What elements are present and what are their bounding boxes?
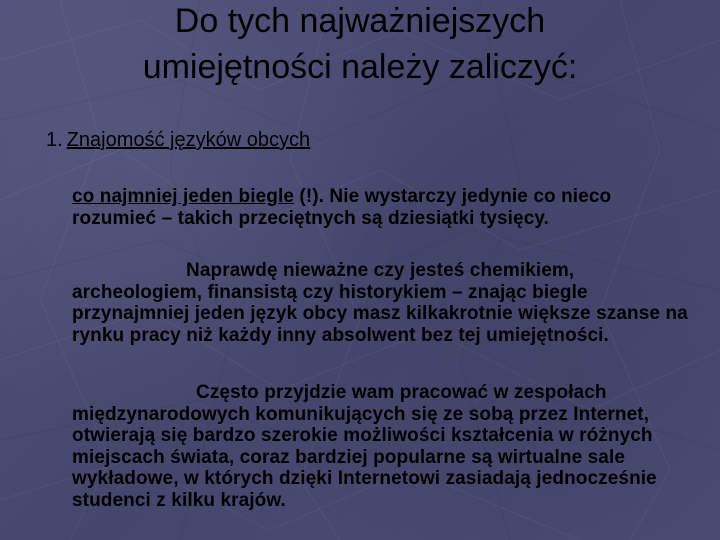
paragraph-1	[72, 186, 692, 229]
paragraph-2-text: Naprawdę nieważne czy jesteś chemikiem, archeologiem, finansistą czy historykiem – znając biegle przynajmniej jeden język obcy masz kilkakrotnie większe szanse na rynku pracy niż każdy inny absolwent bez tej umiejętności.	[72, 260, 688, 346]
slide-title	[0, 0, 720, 90]
paragraph-1-rest: (!). Nie wystarczy jedynie co nieco rozumieć – takich przeciętnych są dziesiątki tysięcy.	[72, 186, 612, 229]
paragraph-1-lead: co najmniej jeden biegle	[72, 186, 295, 207]
paragraph-3-text: Często przyjdzie wam pracować w zespołach międzynarodowych komunikujących się ze sobą przez Internet, otwierają się bardzo szerokie możliwości kształcenia w różnych miejscach świata, coraz bardziej popularne są wirtualne sale wykładowe, w których dzięki Internetowi zasiadają jednocześnie studenci z kilku krajów.	[72, 382, 657, 511]
paragraph-3	[72, 382, 692, 511]
list-item-topic: Znajomość języków obcych	[66, 129, 311, 151]
list-item-heading	[46, 127, 310, 153]
slide-title-line-1: Do tych najważniejszych	[174, 2, 546, 40]
slide-title-line-2: umiejętności należy zaliczyć:	[142, 48, 578, 86]
list-item-number: 1.	[46, 129, 63, 151]
paragraph-2	[72, 260, 692, 346]
